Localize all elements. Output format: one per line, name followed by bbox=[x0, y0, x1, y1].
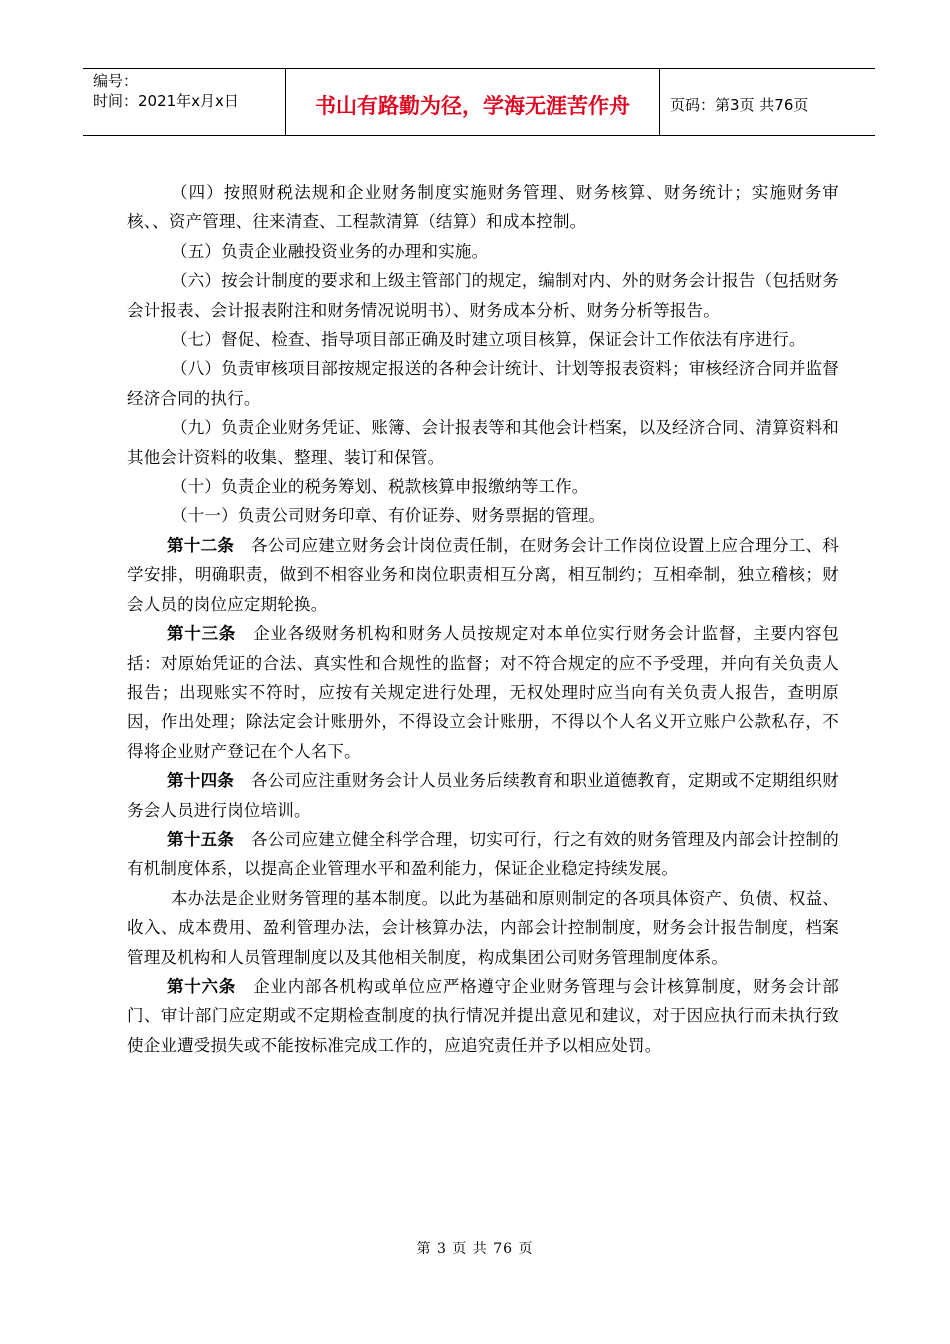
article-text: 各公司应注重财务会计人员业务后续教育和职业道德教育，定期或不定期组织财务会人员进行岗位培训。 bbox=[127, 771, 840, 820]
article-text: 企业内部各机构或单位应严格遵守企业财务管理与会计核算制度，财务会计部门、审计部门应定期或不定期检查制度的执行情况并提出意见和建议，对于因应执行而未执行致使企业遭受损失或不能按标准完成工作的，应追究责任并予以相应处罚。 bbox=[127, 976, 839, 1055]
article-text: 企业各级财务机构和财务人员按规定对本单位实行财务会计监督，主要内容包括：对原始凭证的合法、真实性和合规性的监督；对不符合规定的应不予受理，并向有关负责人报告；出现账实不符时，应按有关规定进行处理，无权处理时应当向有关负责人报告，查明原因，作出处理；除法定会计账册外，不得设立会计账册，不得以个人名义开立账户公款私存，不得将企业财产登记在个人名下。 bbox=[127, 624, 839, 761]
article-title: 第十五条 bbox=[167, 829, 235, 849]
document-header bbox=[83, 68, 875, 136]
article-16 bbox=[127, 972, 839, 1060]
article-text: 各公司应建立财务会计岗位责任制，在财务会计工作岗位设置上应合理分工、科学安排，明确职责，做到不相容业务和岗位职责相互分离，相互制约；互相牵制，独立稽核；财会人员的岗位应定期轮换。 bbox=[127, 535, 840, 614]
article-12 bbox=[127, 531, 839, 619]
paragraph-item-9: （九）负责企业财务凭证、账簿、会计报表等和其他会计档案，以及经济合同、清算资料和其他会计资料的收集、整理、装订和保管。 bbox=[127, 418, 839, 467]
paragraph-item-10: （十）负责企业的税务筹划、税款核算申报缴纳等工作。 bbox=[171, 477, 589, 497]
paragraph-item-5: （五）负责企业融投资业务的办理和实施。 bbox=[171, 241, 489, 261]
page-footer: 第 3 页 共 76 页 bbox=[416, 1241, 534, 1257]
article-title: 第十三条 bbox=[167, 624, 236, 644]
document-time-label: 时间：2021年x月x日 bbox=[93, 92, 239, 110]
document-body bbox=[127, 178, 839, 1060]
header-page-info: 页码：第3页 共76页 bbox=[670, 95, 809, 114]
article-13 bbox=[127, 619, 839, 766]
header-meta bbox=[83, 69, 286, 135]
document-number-label: 编号： bbox=[93, 72, 139, 90]
article-title: 第十四条 bbox=[167, 771, 235, 791]
article-14 bbox=[127, 766, 839, 825]
paragraph-item-11: （十一）负责公司财务印章、有价证券、财务票据的管理。 bbox=[171, 506, 606, 526]
paragraph-item-6: （六）按会计制度的要求和上级主管部门的规定，编制对内、外的财务会计报告（包括财务会计报表、会计报表附注和财务情况说明书）、财务成本分析、财务分析等报告。 bbox=[127, 271, 839, 320]
header-motto: 书山有路勤为径，学海无涯苦作舟 bbox=[286, 69, 660, 135]
paragraph-item-7: （七）督促、检查、指导项目部正确及时建立项目核算，保证会计工作依法有序进行。 bbox=[171, 330, 806, 350]
article-text: 各公司应建立健全科学合理，切实可行，行之有效的财务管理及内部会计控制的有机制度体系，以提高企业管理水平和盈利能力，保证企业稳定持续发展。 bbox=[127, 829, 840, 879]
article-title: 第十六条 bbox=[167, 976, 236, 996]
paragraph-item-8: （八）负责审核项目部按规定报送的各种会计统计、计划等报表资料；审核经济合同并监督经济合同的执行。 bbox=[127, 359, 839, 408]
article-15 bbox=[127, 825, 839, 884]
article-title: 第十二条 bbox=[167, 535, 235, 555]
paragraph-summary: 本办法是企业财务管理的基本制度。以此为基础和原则制定的各项具体资产、负债、权益、收入、成本费用、盈利管理办法，会计核算办法，内部会计控制制度，财务会计报告制度，档案管理及机构和人员管理制度以及其他相关制度，构成集团公司财务管理制度体系。 bbox=[127, 888, 839, 967]
paragraph-item-4: （四）按照财税法规和企业财务制度实施财务管理、财务核算、财务统计；实施财务审核、、资产管理、往来清查、工程款清算（结算）和成本控制。 bbox=[127, 183, 839, 232]
